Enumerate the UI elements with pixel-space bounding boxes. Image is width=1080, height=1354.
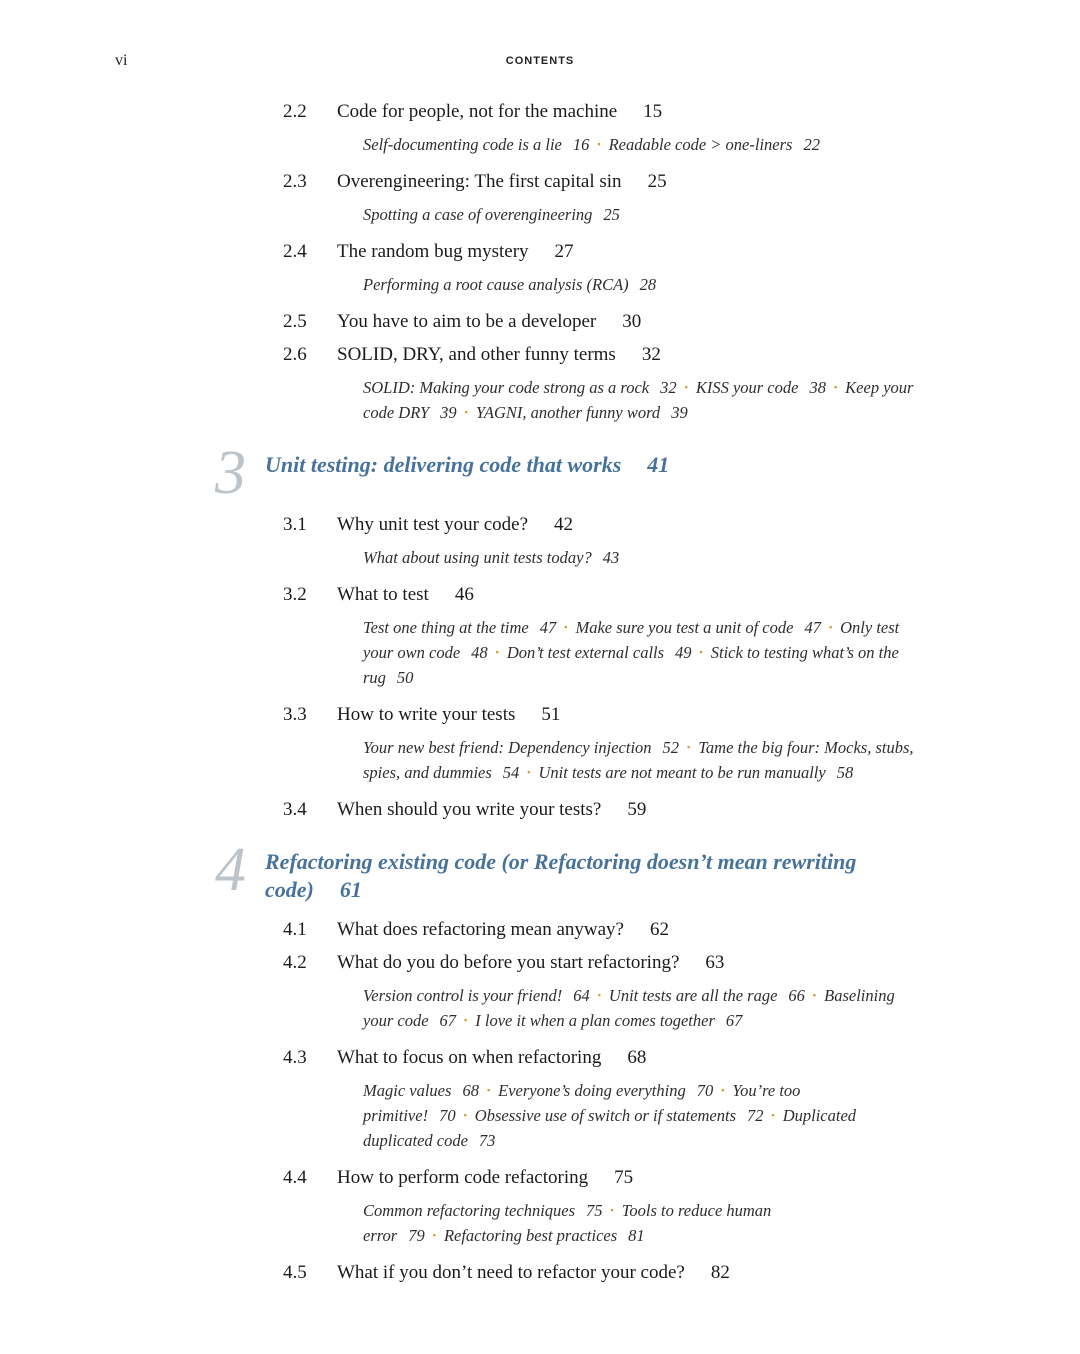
- subsection-run: [363, 545, 923, 570]
- chapter-title-text: Refactoring existing code (or Refactoring doesn’t mean rewriting code): [265, 849, 857, 902]
- section-title: How to write your tests: [337, 704, 516, 725]
- page-folio: vi: [115, 52, 128, 69]
- section-number: 2.6: [283, 344, 307, 365]
- subsection-title: You’re too primitive!: [363, 1081, 801, 1125]
- chapter-heading: [215, 439, 983, 507]
- subsection-page-number: 66: [788, 986, 805, 1005]
- subsection-title: Magic values: [363, 1081, 452, 1100]
- subsection-title: Common refactoring techniques: [363, 1201, 576, 1220]
- subsection-title: Self-documenting code is a lie: [363, 135, 562, 154]
- subsection-page-number: 67: [439, 1011, 457, 1030]
- subsection-title: Don’t test external calls: [506, 643, 665, 662]
- subsection-run: [363, 375, 923, 425]
- section-page-number: 25: [647, 171, 667, 192]
- subsection-title: Tame the big four: Mocks, stubs, spies, and dummies: [363, 738, 914, 782]
- section-page-number: 32: [641, 344, 661, 365]
- subsection-page-number: 54: [502, 763, 520, 782]
- subsection-title: I love it when a plan comes together: [475, 1011, 715, 1030]
- subsection-run: [363, 735, 923, 785]
- section-entry: [283, 951, 983, 975]
- chapter-number: 3: [215, 439, 246, 507]
- chapter-page-number: 61: [339, 877, 362, 902]
- section-page-number: 46: [454, 584, 474, 605]
- section-title: Why unit test your code?: [337, 514, 529, 535]
- section-title: How to perform code refactoring: [337, 1167, 589, 1188]
- bullet-separator-icon: ▪: [597, 139, 601, 149]
- section-number: 2.3: [283, 171, 307, 192]
- subsection-page-number: 48: [471, 643, 488, 662]
- subsection-run: [363, 202, 923, 227]
- section-entry: [283, 343, 983, 367]
- subsection-title: Baselining your code: [363, 986, 895, 1030]
- chapter-heading: [215, 836, 983, 904]
- subsection-title: Test one thing at the time: [363, 618, 529, 637]
- section-entry: [283, 703, 983, 727]
- subsection-title: Everyone’s doing everything: [498, 1081, 686, 1100]
- bullet-separator-icon: ▪: [463, 1110, 467, 1120]
- subsection-page-number: 25: [603, 205, 620, 224]
- bullet-separator-icon: ▪: [828, 622, 833, 632]
- subsection-page-number: 72: [747, 1106, 764, 1125]
- section-page-number: 51: [541, 704, 561, 725]
- subsection-page-number: 38: [809, 378, 826, 397]
- bullet-separator-icon: ▪: [597, 990, 601, 1000]
- subsection-page-number: 81: [628, 1226, 645, 1245]
- subsection-title: YAGNI, another funny word: [475, 403, 661, 422]
- running-head: [0, 50, 1080, 74]
- subsection-page-number: 75: [586, 1201, 603, 1220]
- bullet-separator-icon: ▪: [527, 767, 531, 777]
- section-title: When should you write your tests?: [337, 799, 602, 820]
- section-number: 3.3: [283, 704, 307, 725]
- bullet-separator-icon: ▪: [687, 742, 691, 752]
- subsection-title: Duplicated duplicated code: [363, 1106, 857, 1150]
- section-title: SOLID, DRY, and other funny terms: [337, 344, 616, 365]
- section-page-number: 27: [554, 241, 574, 262]
- subsection-title: Readable code > one-liners: [608, 135, 793, 154]
- bullet-separator-icon: ▪: [432, 1230, 436, 1240]
- subsection-page-number: 32: [660, 378, 677, 397]
- section-page-number: 63: [705, 952, 725, 973]
- subsection-page-number: 52: [662, 738, 680, 757]
- subsection-title: Only test your own code: [363, 618, 900, 662]
- section-entry: [283, 310, 983, 334]
- section-page-number: 42: [554, 514, 574, 535]
- section-entry: [283, 100, 983, 124]
- subsection-title: Performing a root cause analysis (RCA): [363, 275, 629, 294]
- bullet-separator-icon: ▪: [486, 1085, 491, 1095]
- bullet-separator-icon: ▪: [464, 1015, 468, 1025]
- section-title: What to focus on when refactoring: [337, 1047, 602, 1068]
- chapter-page-number: 41: [647, 452, 670, 477]
- bullet-separator-icon: ▪: [721, 1085, 725, 1095]
- subsection-title: KISS your code: [695, 378, 799, 397]
- subsection-title: Refactoring best practices: [443, 1226, 618, 1245]
- subsection-page-number: 22: [803, 135, 820, 154]
- section-page-number: 82: [710, 1262, 730, 1283]
- subsection-title: What about using unit tests today?: [363, 548, 592, 567]
- section-title: What do you do before you start refactoring?: [337, 952, 680, 973]
- section-entry: [283, 1261, 983, 1285]
- subsection-page-number: 43: [602, 548, 620, 567]
- section-title: Code for people, not for the machine: [337, 101, 618, 122]
- subsection-page-number: 79: [408, 1226, 425, 1245]
- subsection-title: Stick to testing what’s on the rug: [363, 643, 899, 687]
- section-entry: [283, 1046, 983, 1070]
- subsection-page-number: 67: [725, 1011, 743, 1030]
- bullet-separator-icon: ▪: [564, 622, 568, 632]
- bullet-separator-icon: ▪: [464, 407, 468, 417]
- subsection-page-number: 39: [671, 403, 688, 422]
- subsection-run: [363, 983, 923, 1033]
- subsection-title: SOLID: Making your code strong as a rock: [363, 378, 650, 397]
- subsection-page-number: 39: [440, 403, 457, 422]
- section-title: You have to aim to be a developer: [337, 311, 597, 332]
- chapter-title-text: Unit testing: delivering code that works: [265, 452, 622, 477]
- bullet-separator-icon: ▪: [812, 990, 817, 1000]
- subsection-title: Obsessive use of switch or if statements: [474, 1106, 737, 1125]
- subsection-page-number: 47: [804, 618, 821, 637]
- subsection-page-number: 68: [462, 1081, 479, 1100]
- section-number: 4.1: [283, 919, 307, 940]
- subsection-page-number: 47: [539, 618, 557, 637]
- section-page-number: 75: [614, 1167, 634, 1188]
- section-number: 3.4: [283, 799, 307, 820]
- section-number: 4.3: [283, 1047, 307, 1068]
- section-number: 4.2: [283, 952, 307, 973]
- subsection-page-number: 70: [439, 1106, 456, 1125]
- section-entry: [283, 798, 983, 822]
- bullet-separator-icon: ▪: [833, 382, 838, 392]
- subsection-page-number: 50: [396, 668, 414, 687]
- section-page-number: 59: [627, 799, 647, 820]
- bullet-separator-icon: ▪: [699, 647, 703, 657]
- subsection-page-number: 64: [573, 986, 590, 1005]
- bullet-separator-icon: ▪: [495, 647, 499, 657]
- bullet-separator-icon: ▪: [684, 382, 688, 392]
- subsection-page-number: 49: [675, 643, 692, 662]
- section-title: The random bug mystery: [337, 241, 529, 262]
- subsection-run: [363, 615, 923, 690]
- contents-header: CONTENTS: [505, 55, 575, 67]
- section-entry: [283, 1166, 983, 1190]
- section-number: 3.1: [283, 514, 307, 535]
- chapter-title: [265, 848, 865, 904]
- section-entry: [283, 583, 983, 607]
- subsection-title: Your new best friend: Dependency injection: [363, 738, 652, 757]
- subsection-page-number: 58: [836, 763, 854, 782]
- subsection-title: Spotting a case of overengineering: [363, 205, 593, 224]
- section-number: 2.5: [283, 311, 307, 332]
- subsection-page-number: 16: [572, 135, 590, 154]
- section-number: 2.2: [283, 101, 307, 122]
- section-entry: [283, 918, 983, 942]
- section-page-number: 68: [627, 1047, 647, 1068]
- section-title: What does refactoring mean anyway?: [337, 919, 624, 940]
- subsection-title: Tools to reduce human error: [363, 1201, 772, 1245]
- subsection-run: [363, 272, 923, 297]
- section-page-number: 30: [622, 311, 642, 332]
- section-page-number: 62: [649, 919, 669, 940]
- subsection-title: Make sure you test a unit of code: [575, 618, 794, 637]
- subsection-title: Unit tests are all the rage: [608, 986, 778, 1005]
- section-number: 2.4: [283, 241, 307, 262]
- subsection-title: Version control is your friend!: [363, 986, 563, 1005]
- section-number: 4.5: [283, 1262, 307, 1283]
- bullet-separator-icon: ▪: [771, 1110, 775, 1120]
- toc: [215, 100, 983, 1294]
- section-title: Overengineering: The first capital sin: [337, 171, 622, 192]
- subsection-page-number: 70: [696, 1081, 714, 1100]
- subsection-page-number: 73: [478, 1131, 496, 1150]
- subsection-title: Keep your code DRY: [363, 378, 914, 422]
- chapter-number: 4: [215, 836, 246, 904]
- subsection-run: [363, 132, 923, 157]
- section-title: What to test: [337, 584, 429, 605]
- section-title: What if you don’t need to refactor your code?: [337, 1262, 685, 1283]
- section-number: 4.4: [283, 1167, 307, 1188]
- section-page-number: 15: [643, 101, 663, 122]
- bullet-separator-icon: ▪: [610, 1205, 614, 1215]
- subsection-title: Unit tests are not meant to be run manually: [538, 763, 826, 782]
- section-entry: [283, 513, 983, 537]
- chapter-title: [265, 451, 669, 479]
- section-entry: [283, 240, 983, 264]
- section-entry: [283, 170, 983, 194]
- subsection-run: [363, 1078, 923, 1153]
- section-number: 3.2: [283, 584, 307, 605]
- subsection-run: [363, 1198, 923, 1248]
- subsection-page-number: 28: [639, 275, 657, 294]
